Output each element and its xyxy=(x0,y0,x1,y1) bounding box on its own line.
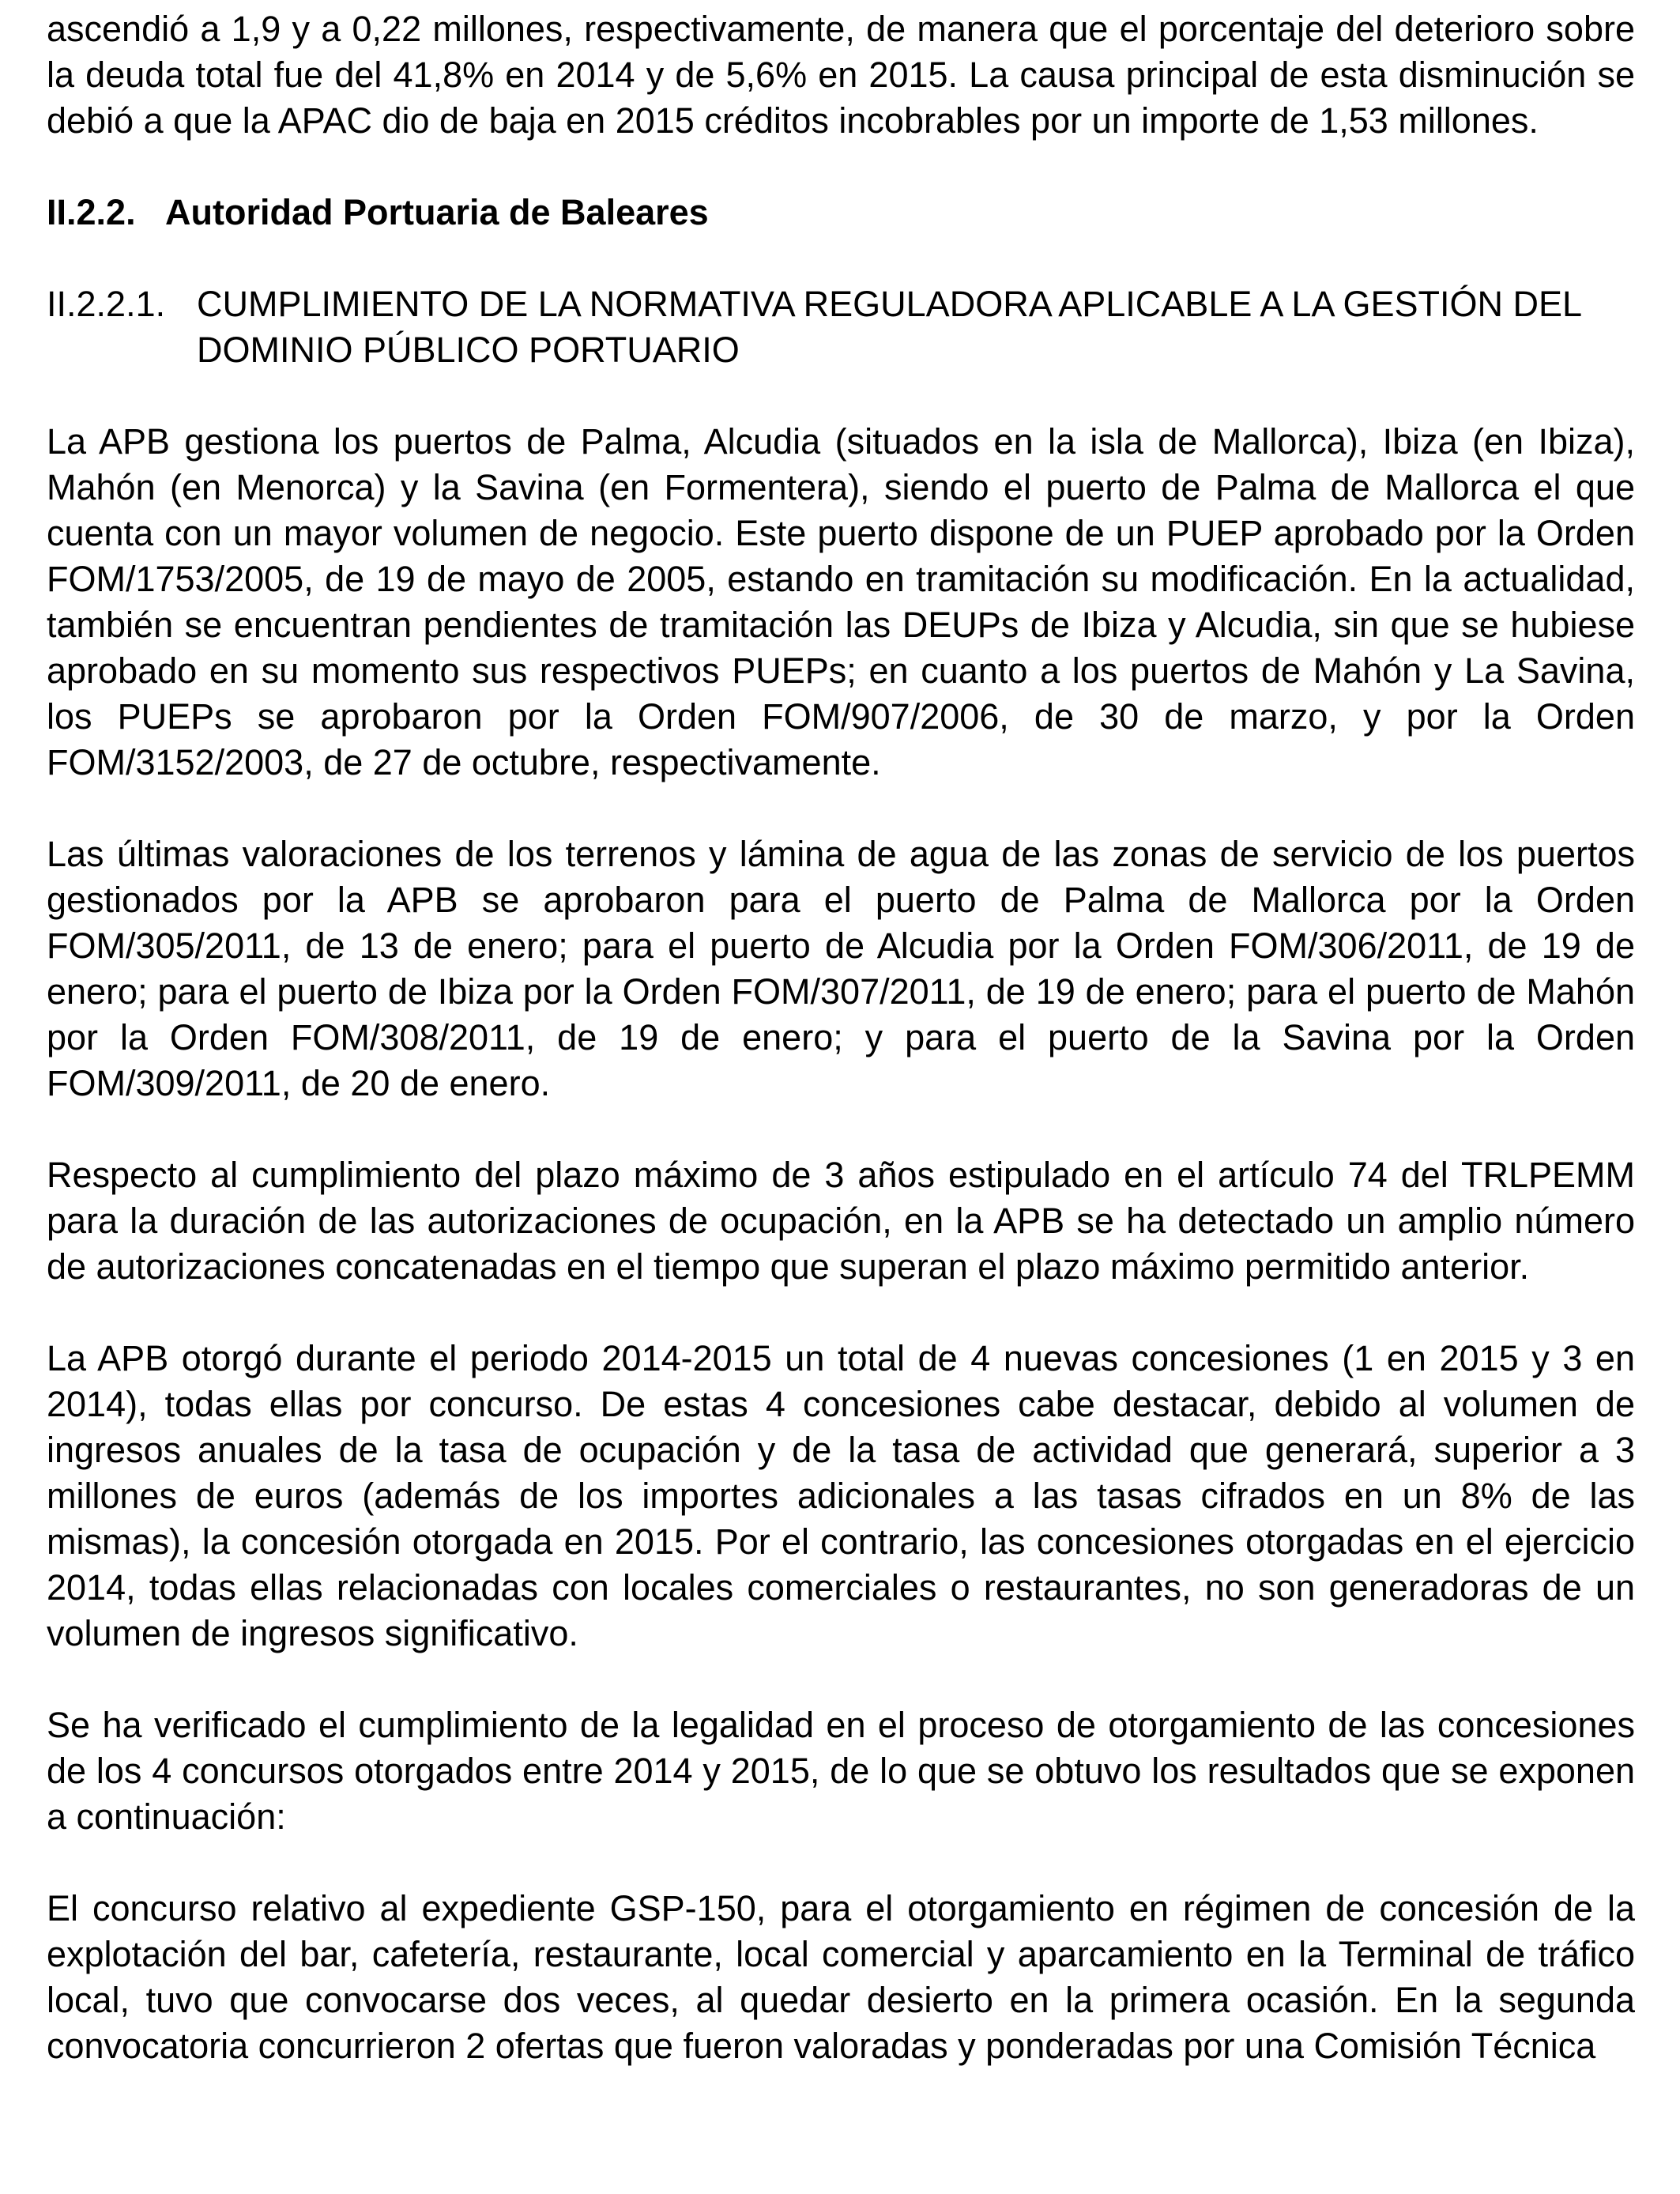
paragraph-ports: La APB gestiona los puertos de Palma, Alcudia (situados en la isla de Mallorca), Ibiza (en Ibiza), Mahón (en Menorca) y la Savina (en Formentera), siendo el puerto de Palma de Mallorca el que cuenta con un mayor volumen de negocio. Este puerto dispone de un PUEP aprobado por la Orden FOM/1753/2005, de 19 de mayo de 2005, estando en tramitación su modificación. En la actualidad, también se encuentran pendientes de tramitación las DEUPs de Ibiza y Alcudia, sin que se hubiese aprobado en su momento sus respectivos PUEPs; en cuanto a los puertos de Mahón y La Savina, los PUEPs se aprobaron por la Orden FOM/907/2006, de 30 de marzo, y por la Orden FOM/3152/2003, de 27 de octubre, respectivamente. xyxy=(47,421,1635,782)
paragraph-gsp150: El concurso relativo al expediente GSP-150, para el otorgamiento en régimen de concesión de la explotación del bar, cafetería, restaurante, local comercial y aparcamiento en la Terminal de tráfico local, tuvo que convocarse dos veces, al quedar desierto en la primera ocasión. En la segunda convocatoria concurrieron 2 ofertas que fueron valoradas y ponderadas por una Comisión Técnica xyxy=(47,1888,1635,2066)
section-heading xyxy=(47,190,1635,236)
paragraph-authorizations: Respecto al cumplimiento del plazo máximo de 3 años estipulado en el artículo 74 del TRLPEMM para la duración de las autorizaciones de ocupación, en la APB se ha detectado un amplio número de autorizaciones concatenadas en el tiempo que superan el plazo máximo permitido anterior. xyxy=(47,1155,1635,1287)
paragraph-concessions: La APB otorgó durante el periodo 2014-2015 un total de 4 nuevas concesiones (1 en 2015 y 3 en 2014), todas ellas por concurso. De estas 4 concesiones cabe destacar, debido al volumen de ingresos anuales de la tasa de ocupación y de la tasa de actividad que generará, superior a 3 millones de euros (además de los importes adicionales a las tasas cifrados en un 8% de las mismas), la concesión otorgada en 2015. Por el contrario, las concesiones otorgadas en el ejercicio 2014, todas ellas relacionadas con locales comerciales o restaurantes, no son generadoras de un volumen de ingresos significativo. xyxy=(47,1338,1635,1653)
subsection-number: II.2.2.1. xyxy=(47,284,166,324)
subsection-heading xyxy=(47,281,1635,373)
section-title: Autoridad Portuaria de Baleares xyxy=(165,192,709,232)
paragraph-intro: ascendió a 1,9 y a 0,22 millones, respectivamente, de manera que el porcentaje del deterioro sobre la deuda total fue del 41,8% en 2014 y de 5,6% en 2015. La causa principal de esta disminución se debió a que la APAC dio de baja en 2015 créditos incobrables por un importe de 1,53 millones. xyxy=(47,9,1635,141)
section-number: II.2.2. xyxy=(47,192,136,232)
paragraph-verification: Se ha verificado el cumplimiento de la legalidad en el proceso de otorgamiento de las concesiones de los 4 concursos otorgados entre 2014 y 2015, de lo que se obtuvo los resultados que se exponen a continuación: xyxy=(47,1705,1635,1837)
subsection-title: CUMPLIMIENTO DE LA NORMATIVA REGULADORA APLICABLE A LA GESTIÓN DEL DOMINIO PÚBLICO PORTUARIO xyxy=(197,284,1581,370)
paragraph-valuations: Las últimas valoraciones de los terrenos y lámina de agua de las zonas de servicio de los puertos gestionados por la APB se aprobaron para el puerto de Palma de Mallorca por la Orden FOM/305/2011, de 13 de enero; para el puerto de Alcudia por la Orden FOM/306/2011, de 19 de enero; para el puerto de Ibiza por la Orden FOM/307/2011, de 19 de enero; para el puerto de Mahón por la Orden FOM/308/2011, de 19 de enero; y para el puerto de la Savina por la Orden FOM/309/2011, de 20 de enero. xyxy=(47,834,1635,1103)
page-content xyxy=(47,6,1635,2069)
